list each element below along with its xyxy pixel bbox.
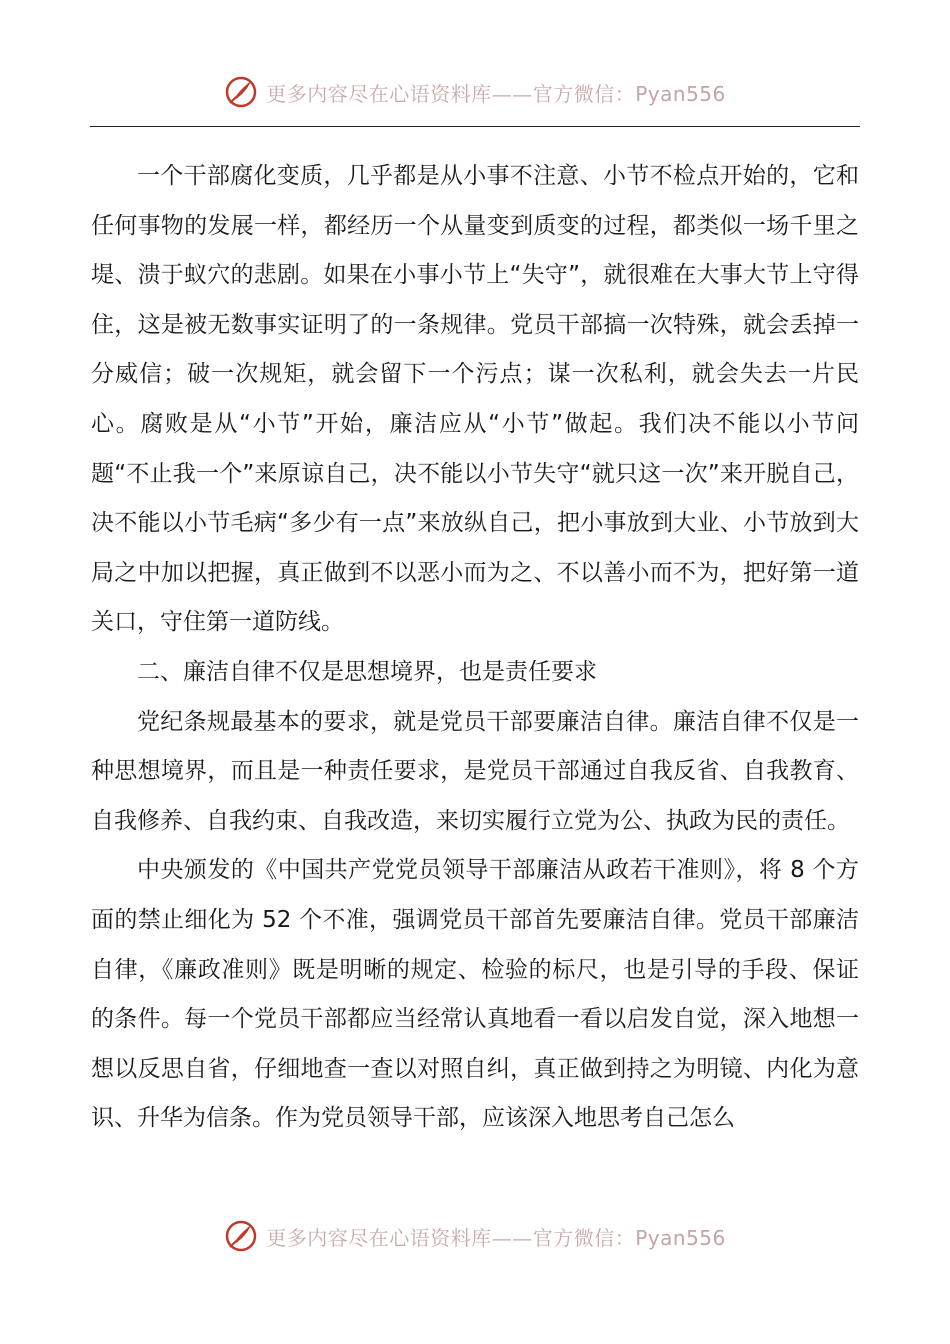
document-body (91, 152, 859, 1144)
footer-watermark-text: 更多内容尽在心语资料库——官方微信：Pyan556 (266, 1225, 726, 1250)
footer-watermark (0, 1214, 950, 1258)
paragraph: 一个干部腐化变质，几乎都是从小事不注意、小节不检点开始的，它和任何事物的发展一样，都经历一个从量变到质变的过程，都类似一场千里之堤、溃于蚁穴的悲剧。如果在小事小节上“失守”，就很难在大事大节上守得住，这是被无数事实证明了的一条规律。党员干部搞一次特殊，就会丢掉一分威信；破一次规矩，就会留下一个污点；谋一次私利，就会失去一片民心。腐败是从“小节”开始，廉洁应从“小节”做起。我们决不能以小节问题“不止我一个”来原谅自己，决不能以小节失守“就只这一次”来开脱自己，决不能以小节毛病“多少有一点”来放纵自己，把小事放到大业、小节放到大局之中加以把握，真正做到不以恶小而为之、不以善小而不为，把好第一道关口，守住第一道防线。 (91, 163, 859, 636)
header-divider (90, 126, 860, 127)
header-watermark-text: 更多内容尽在心语资料库——官方微信：Pyan556 (266, 81, 726, 106)
paragraph: 党纪条规最基本的要求，就是党员干部要廉洁自律。廉洁自律不仅是一种思想境界，而且是一种责任要求，是党员干部通过自我反省、自我教育、自我修养、自我约束、自我改造，来切实履行立党为公、执政为民的责任。 (91, 708, 859, 834)
quill-logo-icon (224, 75, 258, 109)
paragraph: 中央颁发的《中国共产党党员领导干部廉洁从政若干准则》，将 8 个方面的禁止细化为 52 个不准，强调党员干部首先要廉洁自律。党员干部廉洁自律，《廉政准则》既是明晰的规定、检验的标尺，也是引导的手段、保证的条件。每一个党员干部都应当经常认真地看一看以启发自觉，深入地想一想以反思自省，仔细地查一查以对照自纠，真正做到持之为明镜、内化为意识、升华为信条。作为党员领导干部，应该深入地思考自己怎么 (91, 857, 859, 1132)
quill-logo-icon (224, 1219, 258, 1253)
header-handle: Pyan556 (635, 81, 726, 106)
footer-handle: Pyan556 (635, 1225, 726, 1250)
header-watermark (0, 70, 950, 114)
section-heading: 二、廉洁自律不仅是思想境界，也是责任要求 (137, 658, 597, 685)
